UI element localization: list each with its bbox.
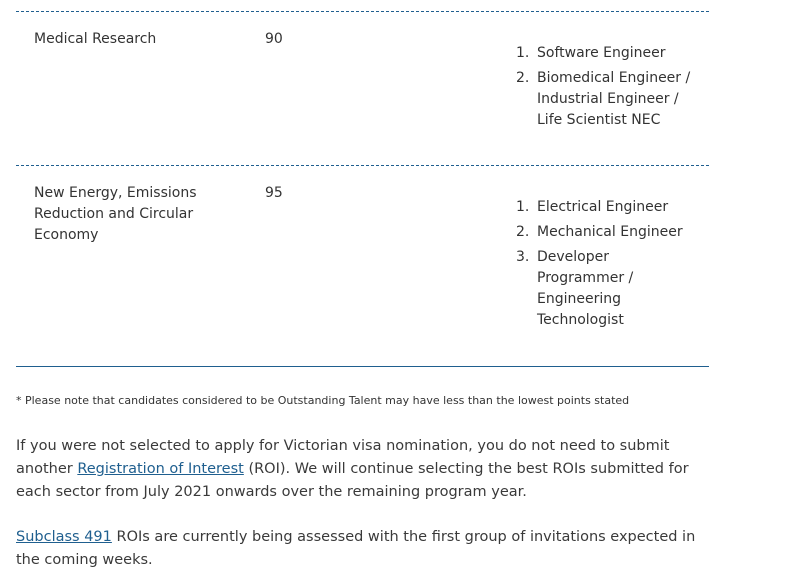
list-item — [516, 43, 706, 64]
table-bottom-border — [16, 366, 709, 367]
list-item — [516, 247, 652, 331]
list-number: 3. — [516, 249, 530, 265]
selection-paragraph — [16, 435, 716, 504]
occupation-text: Electrical Engineer — [537, 199, 669, 215]
list-item — [516, 68, 697, 131]
sector-cell: Medical Research — [34, 31, 157, 47]
row-divider — [16, 165, 709, 166]
occupation-list — [516, 197, 706, 331]
subclass-paragraph — [16, 526, 716, 572]
occupations-cell — [516, 197, 706, 335]
table-row — [16, 29, 709, 139]
points-cell: 90 — [265, 31, 283, 47]
registration-of-interest-link[interactable]: Registration of Interest — [77, 461, 244, 477]
list-item — [516, 197, 706, 218]
occupation-text: Developer Programmer / Engineering Technologist — [537, 249, 634, 328]
occupation-text: Software Engineer — [537, 45, 666, 61]
sector-cell: New Energy, Emissions Reduction and Circular Economy — [34, 185, 197, 243]
occupation-text: Mechanical Engineer — [537, 224, 683, 240]
list-item — [516, 222, 706, 243]
table-row — [16, 183, 709, 343]
subclass-491-link[interactable]: Subclass 491 — [16, 529, 112, 545]
occupation-list — [516, 43, 706, 131]
row-divider — [16, 11, 709, 12]
footnote: * Please note that candidates considered to be Outstanding Talent may have less than the lowest points stated — [16, 394, 630, 407]
points-cell: 95 — [265, 185, 283, 201]
list-number: 1. — [516, 45, 530, 61]
occupations-cell — [516, 43, 706, 135]
list-number: 2. — [516, 224, 530, 240]
paragraph-text: (ROI). We will continue selecting the best ROIs submitted for each sector from July 2021 onwards over the remaining program year. — [16, 461, 689, 500]
list-number: 2. — [516, 70, 530, 86]
list-number: 1. — [516, 199, 530, 215]
paragraph-text: If you were not selected to apply for Victorian visa nomination, you do not need to submit another — [16, 438, 670, 477]
occupation-text: Biomedical Engineer / Industrial Engineer / Life Scientist NEC — [537, 70, 691, 128]
paragraph-text: ROIs are currently being assessed with the first group of invitations expected in the coming weeks. — [16, 529, 696, 568]
